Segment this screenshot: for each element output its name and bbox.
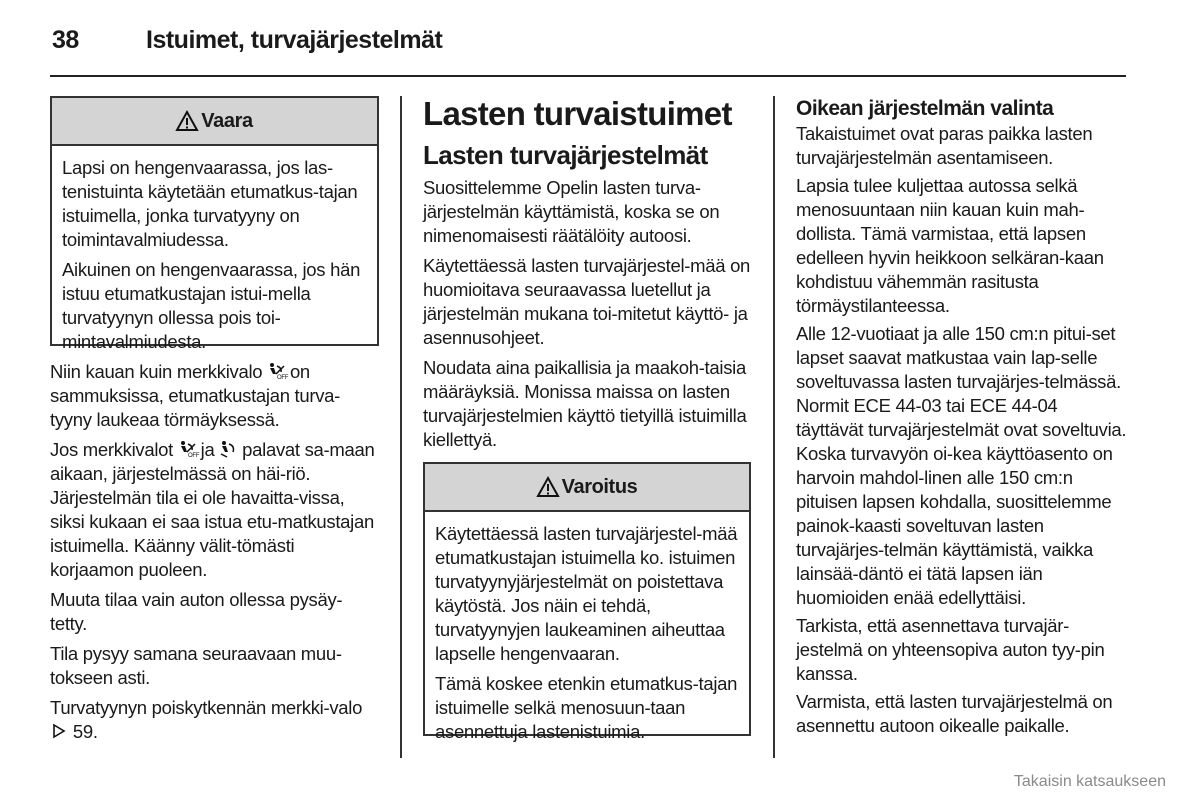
body-paragraph: Tarkista, että asennettava turvajär-jestelmä on yhteensopiva auton tyy-pin kanssa. — [796, 615, 1105, 684]
warning-box-title: Varoitus — [561, 475, 638, 498]
header-rule — [50, 75, 1126, 77]
airbag-off-indicator-icon — [267, 362, 289, 381]
text-run: palavat sa-maan aikaan, järjestelmässä on häi-riö. Järjestelmän tila ei ole havaitta-vissa, siksi kukaan ei saa istua etu-matkustajan istuimella. Käänny välit-tömästi korjaamon puoleen. — [50, 439, 375, 580]
column-2 — [423, 96, 751, 746]
column-3 — [796, 96, 1128, 742]
body-paragraph: Suosittelemme Opelin lasten turva-järjestelmän käyttämistä, koska se on nimenomaisesti räätälöity autoosi. — [423, 177, 720, 246]
back-to-overview-link[interactable]: Takaisin katsaukseen — [1013, 773, 1166, 790]
page-section-title: Istuimet, turvajärjestelmät — [146, 26, 443, 54]
danger-box — [50, 96, 379, 352]
body-paragraph: Varmista, että lasten turvajärjestelmä on asennettu autoon oikealle paikalle. — [796, 691, 1113, 736]
warning-box-header — [425, 464, 749, 512]
danger-paragraph: Aikuinen on hengenvaarassa, jos hän istuu etumatkustajan istui-mella turvatyynyn ollessa pois toi-mintavalmiudesta. — [62, 259, 361, 352]
column-divider — [400, 96, 402, 758]
airbag-off-indicator-icon — [178, 440, 199, 459]
body-paragraph: Muuta tilaa vain auton ollessa pysäy-tetty. — [50, 589, 343, 634]
danger-paragraph: Lapsi on hengenvaarassa, jos las-tenistuinta käytetään etumatkus-tajan istuimella, jonka turvatyyny on toimintavalmiudessa. — [62, 157, 358, 250]
svg-text:OFF: OFF — [277, 375, 289, 381]
body-paragraph — [50, 360, 379, 432]
warning-paragraph: Tämä koskee etenkin etumatkus-tajan istuimelle selkä menosuun-taan asennettuja lastenistuimia. — [435, 673, 738, 742]
section-heading: Lasten turvajärjestelmät — [423, 140, 708, 170]
danger-box-title: Vaara — [201, 109, 253, 132]
warning-triangle-icon — [537, 477, 559, 497]
svg-text:OFF: OFF — [187, 453, 199, 459]
column-1 — [50, 96, 379, 750]
page-reference-arrow-icon — [50, 722, 68, 740]
text-run: on sammuksissa, etumatkustajan turva-tyyny laukeaa törmäyksessä. — [50, 361, 341, 430]
body-paragraph: Lapsia tulee kuljettaa autossa selkä menosuuntaan niin kauan kuin mah-dollista. Tämä varmistaa, että lapsen edelleen hyvin heikkoon selkäran-kaan kohdistuu vähemmän rasitusta törmäystilanteessa. — [796, 175, 1104, 316]
chapter-heading: Lasten turvaistuimet — [423, 95, 732, 132]
body-paragraph — [50, 438, 379, 582]
text-run: Niin kauan kuin merkkivalo — [50, 361, 263, 382]
danger-box-header — [52, 98, 377, 146]
airbag-indicator-icon — [219, 440, 237, 458]
warning-box-body — [425, 512, 749, 754]
warning-paragraph: Käytettäessä lasten turvajärjestel-mää etumatkustajan istuimella ko. istuimen turvatyynyjärjestelmät on poistettava käytöstä. Jos näin ei tehdä, turvatyynyjen laukeaminen aiheuttaa lapselle hengenvaaran. — [435, 523, 738, 664]
body-paragraph: Takaistuimet ovat paras paikka lasten turvajärjestelmän asentamiseen. — [796, 123, 1093, 168]
warning-box — [423, 462, 751, 742]
body-paragraph: Tila pysyy samana seuraavaan muu-tokseen asti. — [50, 643, 342, 688]
body-paragraph: Alle 12-vuotiaat ja alle 150 cm:n pitui-set lapset saavat matkustaa vain lap-selle soveltuvassa lasten turvajärjes-telmässä. Normit ECE 44-03 tai ECE 44-04 täyttävät turvajärjestelmät ovat soveltuvia. Koska turvavyön oi-kea käyttöasento on harvoin mahdol-linen alle 150 cm:n pituisen lapsen kohdalla, suosittelemme painok-kaasti soveltuvan lasten turvajärjes-telmän käyttämistä, vaikka lainsää-däntö ei tätä lapsen iän huomioiden enää edellyttäisi. — [796, 323, 1127, 608]
text-run: Jos merkkivalot — [50, 439, 173, 460]
warning-triangle-icon — [176, 111, 198, 131]
body-paragraph — [50, 696, 379, 744]
text-run: Turvatyynyn poiskytkennän merkki-valo — [50, 697, 363, 718]
page-reference-link[interactable]: 59. — [72, 721, 98, 742]
page-number: 38 — [52, 26, 79, 54]
body-paragraph: Käytettäessä lasten turvajärjestel-mää on huomioitava seuraavassa luetellut ja järjestelmän mukana toi-mitetut käyttö- ja asennusohjeet. — [423, 255, 751, 348]
text-run: ja — [200, 439, 215, 460]
column-divider — [773, 96, 775, 758]
subsection-heading: Oikean järjestelmän valinta — [796, 97, 1054, 120]
danger-box-body — [52, 146, 377, 364]
body-paragraph: Noudata aina paikallisia ja maakoh-taisia määräyksiä. Monissa maissa on lasten turvajärjestelmien käyttö tietyillä istuimilla kiellettyä. — [423, 357, 747, 450]
